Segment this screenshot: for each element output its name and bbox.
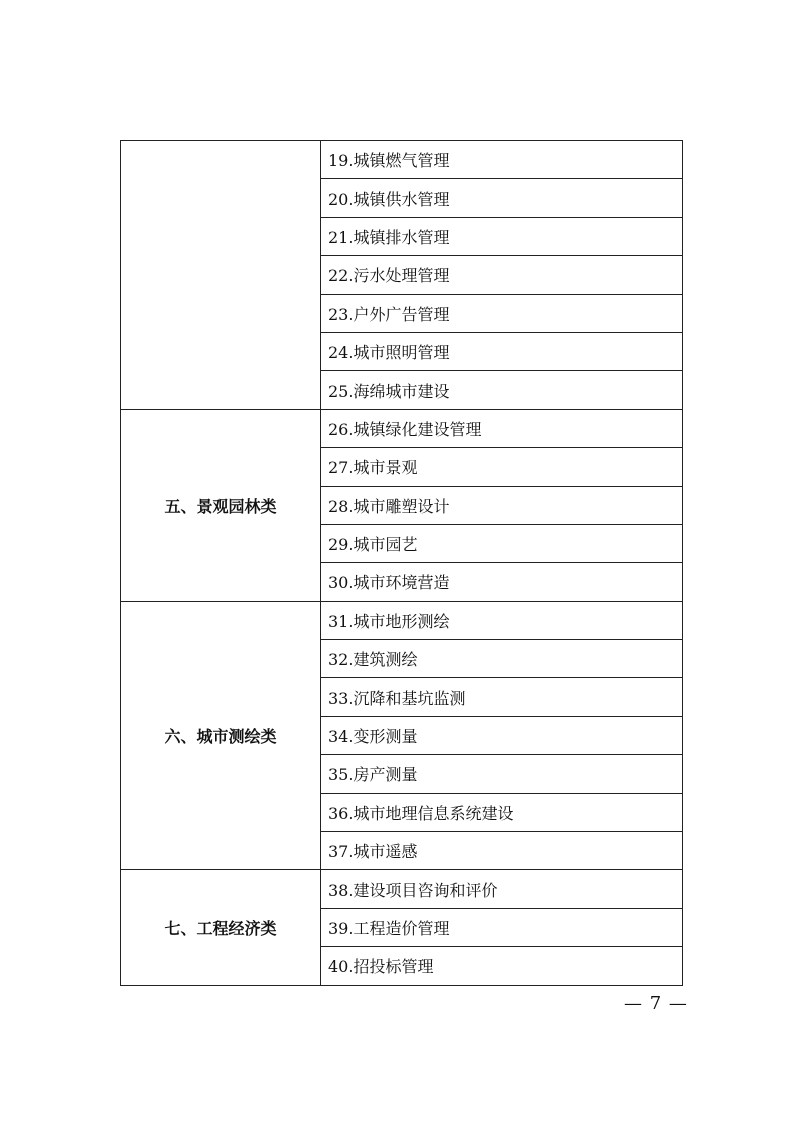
table-row bbox=[121, 601, 683, 639]
list-item: 26.城镇绿化建设管理 bbox=[321, 409, 683, 447]
list-item: 37.城市遥感 bbox=[321, 832, 683, 870]
list-item: 34.变形测量 bbox=[321, 716, 683, 754]
table-row bbox=[121, 141, 683, 179]
list-item: 21.城镇排水管理 bbox=[321, 217, 683, 255]
page-number: — 7 — bbox=[624, 993, 688, 1014]
list-item: 28.城市雕塑设计 bbox=[321, 486, 683, 524]
category-cell: 五、景观园林类 bbox=[121, 409, 321, 601]
list-item: 32.建筑测绘 bbox=[321, 640, 683, 678]
list-item: 36.城市地理信息系统建设 bbox=[321, 793, 683, 831]
list-item: 30.城市环境营造 bbox=[321, 563, 683, 601]
list-item: 39.工程造价管理 bbox=[321, 908, 683, 946]
list-item: 25.海绵城市建设 bbox=[321, 371, 683, 409]
list-item: 22.污水处理管理 bbox=[321, 256, 683, 294]
list-item: 20.城镇供水管理 bbox=[321, 179, 683, 217]
list-item: 23.户外广告管理 bbox=[321, 294, 683, 332]
list-item: 31.城市地形测绘 bbox=[321, 601, 683, 639]
table-row bbox=[121, 409, 683, 447]
category-cell: 六、城市测绘类 bbox=[121, 601, 321, 870]
list-item: 35.房产测量 bbox=[321, 755, 683, 793]
table-row bbox=[121, 870, 683, 908]
list-item: 24.城市照明管理 bbox=[321, 332, 683, 370]
list-item: 33.沉降和基坑监测 bbox=[321, 678, 683, 716]
category-cell: 七、工程经济类 bbox=[121, 870, 321, 985]
list-item: 40.招投标管理 bbox=[321, 947, 683, 985]
category-table bbox=[120, 140, 683, 986]
category-cell bbox=[121, 141, 321, 410]
list-item: 38.建设项目咨询和评价 bbox=[321, 870, 683, 908]
list-item: 19.城镇燃气管理 bbox=[321, 141, 683, 179]
list-item: 29.城市园艺 bbox=[321, 524, 683, 562]
list-item: 27.城市景观 bbox=[321, 448, 683, 486]
